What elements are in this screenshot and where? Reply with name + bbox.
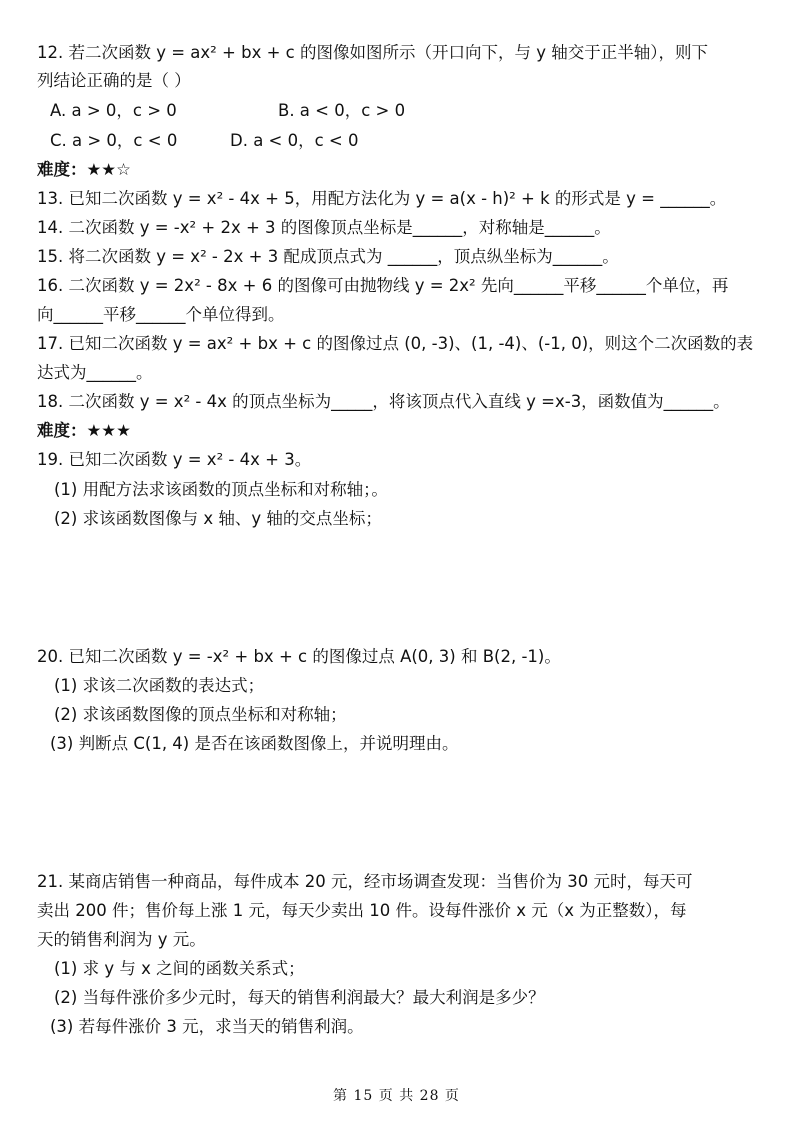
q20-stem: 20. 已知二次函数 y = -x² + bx + c 的图像过点 A(0, 3) 和 B(2, -1)。	[37, 647, 561, 666]
q20-part3: (3) 判断点 C(1, 4) 是否在该函数图像上，并说明理由。	[50, 734, 459, 753]
q19-part2: (2) 求该函数图像与 x 轴、y 轴的交点坐标；	[54, 509, 382, 528]
q20-part2: (2) 求该函数图像的顶点坐标和对称轴；	[54, 705, 347, 724]
q17-line2: 达式为______。	[37, 363, 153, 382]
q19-stem: 19. 已知二次函数 y = x² - 4x + 3。	[37, 450, 312, 469]
q15: 15. 将二次函数 y = x² - 2x + 3 配成顶点式为 ______，顶点纵坐标为______。	[37, 247, 619, 266]
q12-option-b: B. a < 0，c > 0	[278, 101, 406, 120]
q12-option-d: D. a < 0，c < 0	[230, 131, 359, 150]
q12-option-a: A. a > 0，c > 0	[50, 101, 177, 120]
q21-part1: (1) 求 y 与 x 之间的函数关系式；	[54, 959, 305, 978]
q21-line1: 21. 某商店销售一种商品，每件成本 20 元，经市场调查发现：当售价为 30 元时，每天可	[37, 872, 693, 891]
q14: 14. 二次函数 y = -x² + 2x + 3 的图像顶点坐标是______，对称轴是______。	[37, 218, 611, 237]
q12-line1: 12. 若二次函数 y = ax² + bx + c 的图像如图所示（开口向下，与 y 轴交于正半轴），则下	[37, 43, 708, 62]
q21-line3: 天的销售利润为 y 元。	[37, 930, 206, 949]
q21-line2: 卖出 200 件；售价每上涨 1 元，每天少卖出 10 件。设每件涨价 x 元（x 为正整数），每	[37, 901, 687, 920]
q19-part1: (1) 用配方法求该函数的顶点坐标和对称轴；。	[54, 480, 388, 499]
q12-line2: 列结论正确的是（ ）	[37, 71, 191, 90]
q21-part2: (2) 当每件涨价多少元时，每天的销售利润最大？最大利润是多少？	[54, 988, 545, 1007]
q18: 18. 二次函数 y = x² - 4x 的顶点坐标为_____，将该顶点代入直线 y =x-3，函数值为______。	[37, 392, 730, 411]
difficulty-heading-2: 难度：★★☆	[37, 160, 131, 179]
q21-part3: (3) 若每件涨价 3 元，求当天的销售利润。	[50, 1017, 364, 1036]
q16-line1: 16. 二次函数 y = 2x² - 8x + 6 的图像可由抛物线 y = 2x² 先向______平移______个单位，再	[37, 276, 729, 295]
q20-part1: (1) 求该二次函数的表达式；	[54, 676, 265, 695]
difficulty-heading-3: 难度：★★★	[37, 421, 131, 440]
q16-line2: 向______平移______个单位得到。	[37, 305, 285, 324]
page-number-footer: 第 15 页 共 28 页	[333, 1088, 460, 1104]
q13: 13. 已知二次函数 y = x² - 4x + 5，用配方法化为 y = a(x - h)² + k 的形式是 y = ______。	[37, 189, 727, 208]
q12-option-c: C. a > 0，c < 0	[50, 131, 178, 150]
q17-line1: 17. 已知二次函数 y = ax² + bx + c 的图像过点 (0, -3)、(1, -4)、(-1, 0)，则这个二次函数的表	[37, 334, 754, 353]
